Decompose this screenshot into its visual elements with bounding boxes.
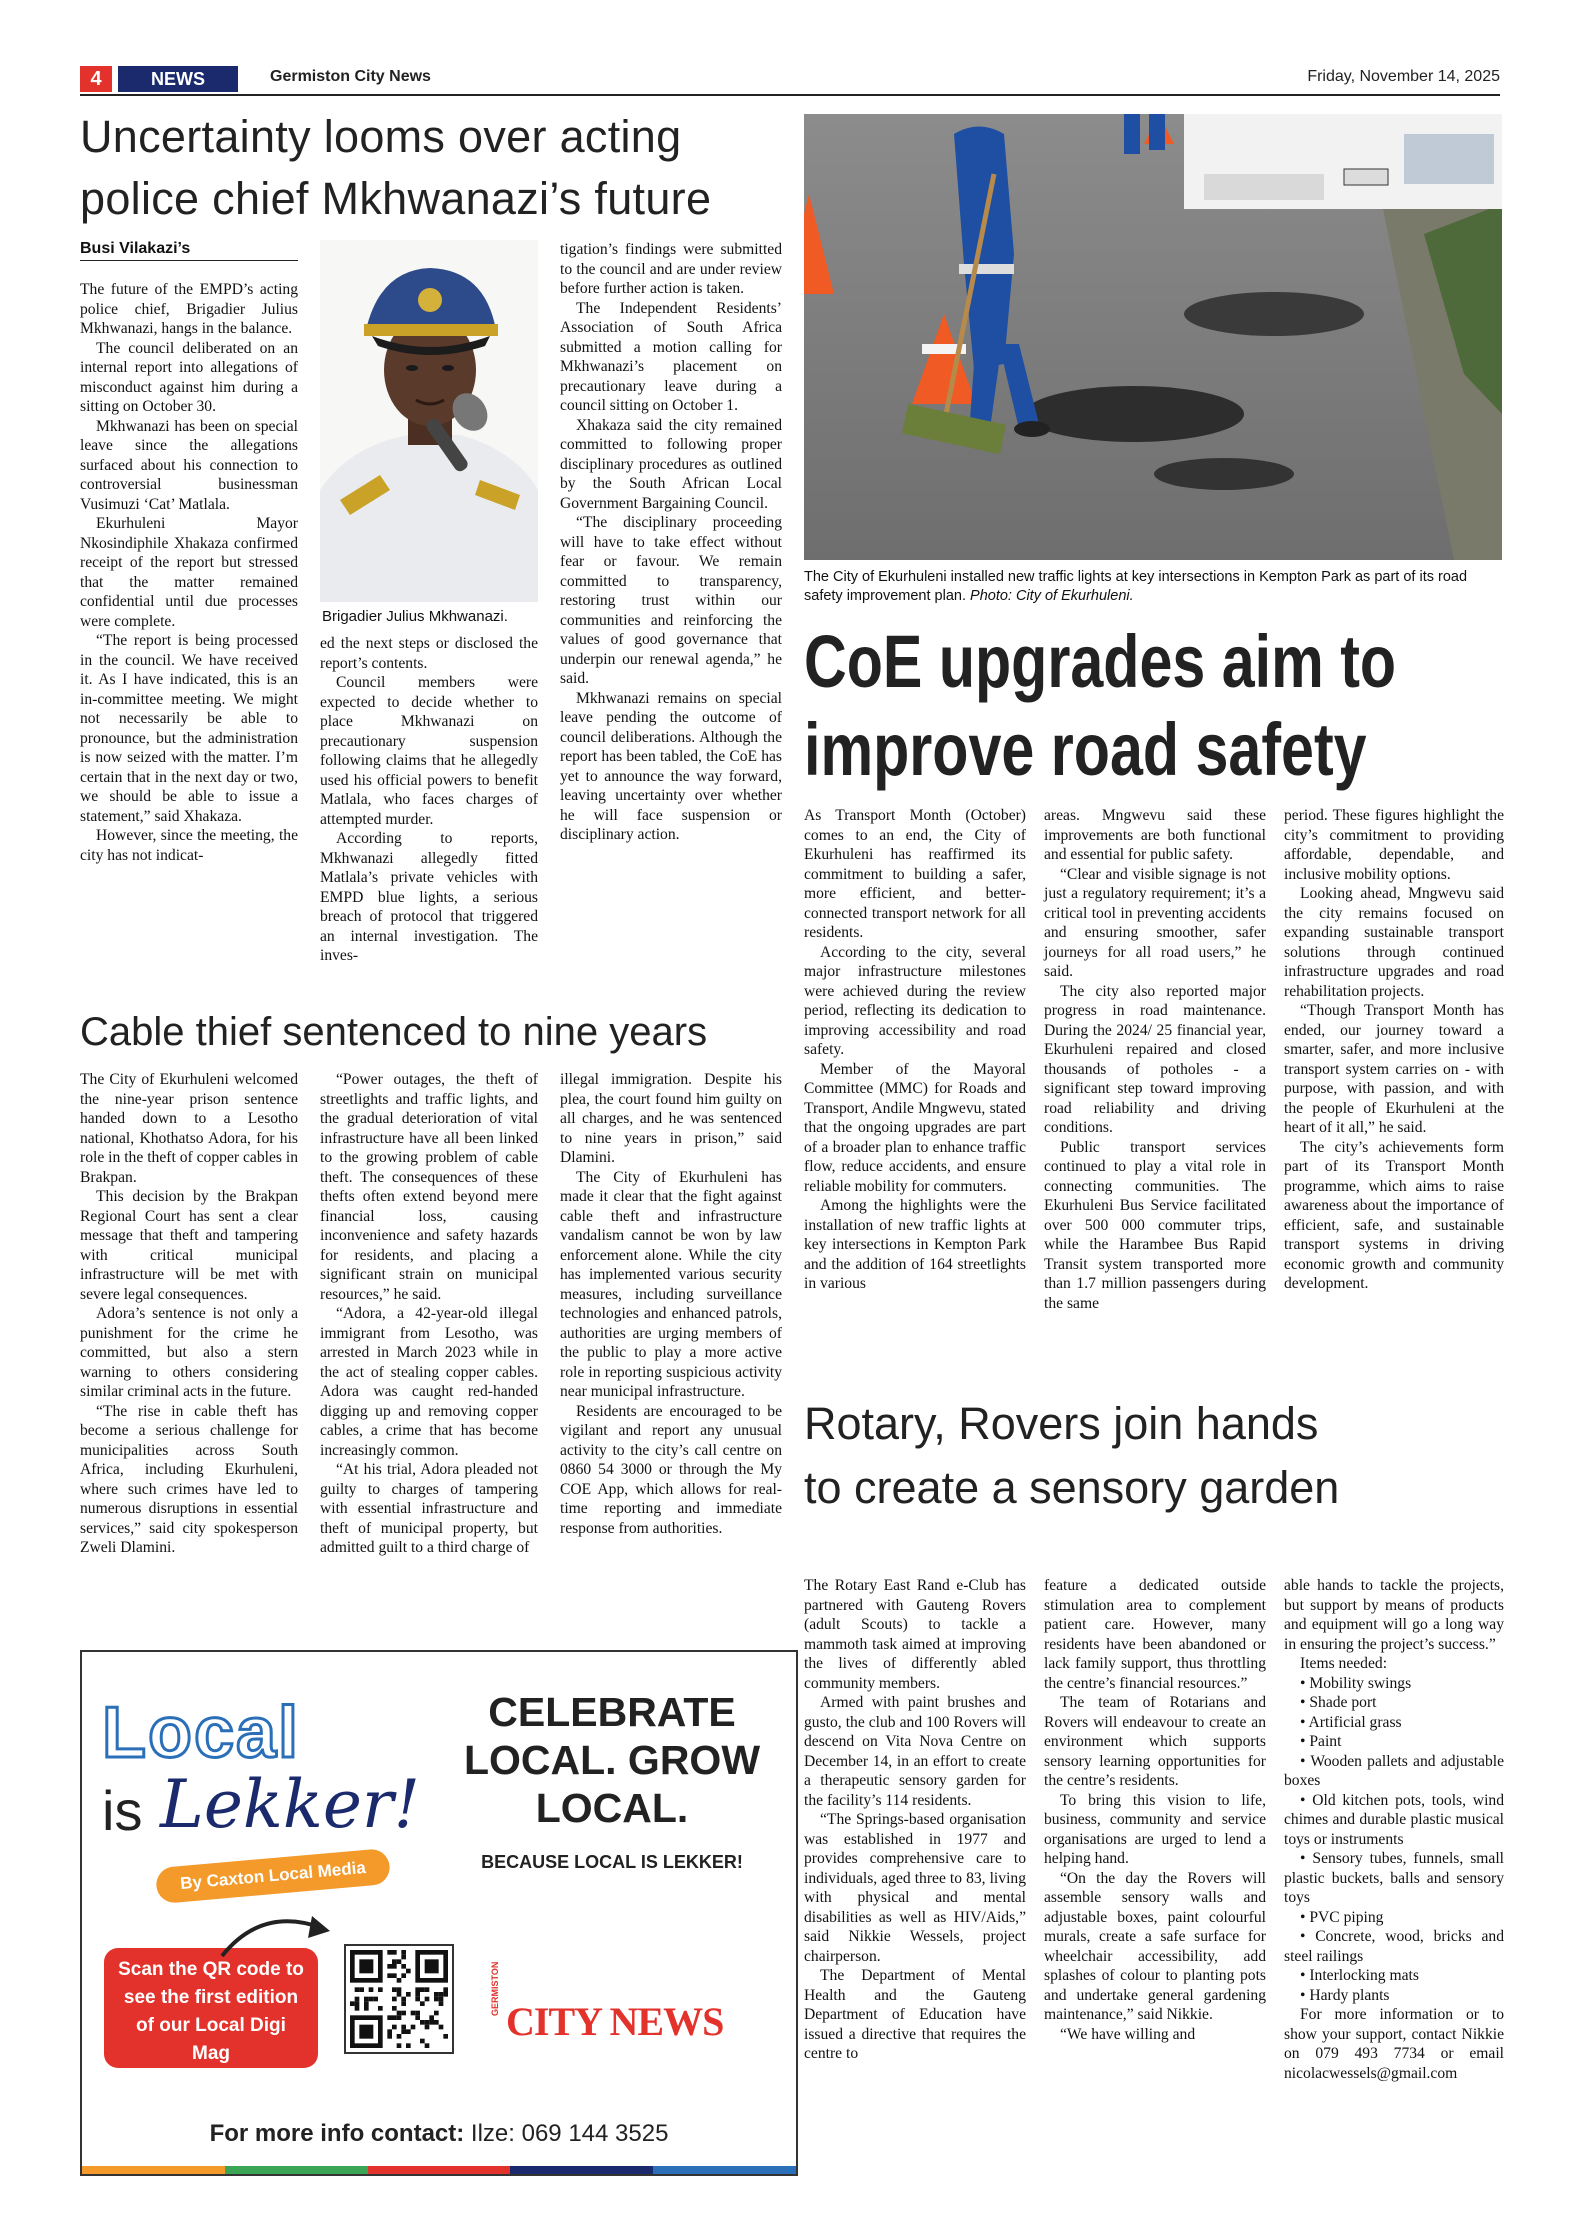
- article2-column-1: [804, 806, 1026, 1294]
- road-photo-caption: [804, 568, 1502, 606]
- paragraph: “We have willing and: [1060, 2025, 1196, 2043]
- paragraph: Among the highlights were the installation of new traffic lights at key intersections in Kempton Park and the addition of 164 streetlights in various: [804, 1197, 1026, 1292]
- paragraph: The council deliberated on an internal report into allegations of misconduct against him during a sitting on October 30.: [80, 339, 298, 415]
- article3-column-1: [80, 1070, 298, 1558]
- logo-local: Local: [102, 1693, 301, 1773]
- portrait-photo: [320, 240, 538, 602]
- curved-arrow-icon: [212, 1906, 342, 1966]
- paragraph: The team of Rotarians and Rovers will endeavour to create an environment which supports sensory learning opportunities for the centre’s residents.: [1044, 1694, 1266, 1789]
- article4-column-2: [1044, 1576, 1266, 2044]
- local-is-lekker-ad: [80, 1650, 798, 2176]
- list-item: • Interlocking mats: [1300, 1967, 1419, 1984]
- city-news-brand: [490, 1961, 734, 2052]
- paragraph: “Clear and visible signage is not just a regulatory requirement; it’s a critical tool in preventing accidents and ensuring smoother, safer journeys for all road users,” he said.: [1044, 865, 1266, 980]
- paragraph: The Department of Mental Health and the Gauteng Department of Education have issued a directive that requires the centre to: [804, 1967, 1026, 2062]
- paragraph: According to the city, several major infrastructure milestones were achieved during the review period, reflecting its dedication to improving accessibility and road safety.: [804, 943, 1026, 1058]
- paragraph: tigation’s findings were submitted to the council and are under review before further action is taken.: [560, 241, 782, 297]
- paragraph: areas. Mngwevu said these improvements are both functional and essential for public safety.: [1044, 807, 1266, 863]
- article2-headline: [804, 618, 1397, 794]
- article4-headline-line2: to create a sensory garden: [804, 1462, 1340, 1513]
- publication-name: Germiston City News: [270, 68, 431, 85]
- issue-date: Friday, November 14, 2025: [1307, 68, 1500, 85]
- paragraph: To bring this vision to life, business, community and service organisations are urged to lend a helping hand.: [1044, 1791, 1266, 1867]
- article2-headline-line1: CoE upgrades aim to: [804, 620, 1397, 703]
- article1-headline: [80, 106, 800, 230]
- paragraph: Public transport services continued to play a vital role in connecting communities. The Ekurhuleni Bus Service facilitated over 500 000 commuter trips, while the Harambee Bus Rapid Transit system transported more than 1.7 million passengers during the same: [1044, 1138, 1266, 1312]
- paragraph: The City of Ekurhuleni has made it clear that the fight against cable theft and infrastructure vandalism cannot be won by law enforcement alone. While the city has implemented various security measures, including surveillance technologies and enhanced patrols, authorities are urging members of the public to play a more active role in reporting suspicious activity near municipal infrastructure.: [560, 1168, 782, 1400]
- brand-small-text: GERMISTON: [490, 1961, 500, 2016]
- logo-lekker: Lekker!: [160, 1766, 421, 1843]
- road-caption-credit: Photo: City of Ekurhuleni.: [970, 588, 1134, 604]
- paragraph: The city also reported major progress in road maintenance. During the 2024/ 25 financial year, Ekurhuleni repaired and closed thousands of potholes - a significant step toward improving road reliability and driving conditions.: [1044, 982, 1266, 1136]
- article1-column-3: [560, 240, 782, 845]
- paragraph: “On the day the Rovers will assemble sensory walls and adjustable boxes, paint colourful murals, create a safe surface for wheelchair accessibility, add splashes of colour to planting pots and undertake general gardening maintenance,” said Nikkie.: [1044, 1869, 1266, 2023]
- page-header: [80, 66, 1500, 96]
- ad-headline-line2: LOCAL. GROW: [463, 1737, 761, 1783]
- qr-code-icon: [350, 1950, 448, 2048]
- paragraph: This decision by the Brakpan Regional Court has sent a clear message that theft and tampering with critical municipal infrastructure will be met with severe legal consequences.: [80, 1188, 298, 1303]
- article1-column-2: [320, 634, 538, 966]
- paragraph: The Rotary East Rand e-Club has partnered with Gauteng Rovers (adult Scouts) to tackle a mammoth task aimed at improving the lives of differently abled community members.: [804, 1577, 1026, 1692]
- paragraph: Xhakaza said the city remained committed to following proper disciplinary procedures as outlined by the South African Local Government Bargaining Council.: [560, 416, 782, 512]
- paragraph: “The rise in cable theft has become a serious challenge for municipalities across South Africa, including Ekurhuleni, where such crimes have led to numerous disruptions in essential services,” said city spokesperson Zweli Dlamini.: [80, 1402, 298, 1556]
- portrait-caption: Brigadier Julius Mkhwanazi.: [322, 608, 508, 625]
- paragraph: The city’s achievements form part of its Transport Month programme, which aims to raise awareness about the importance of efficient, safe, and sustainable transport systems in driving economic growth and community development.: [1284, 1138, 1504, 1292]
- list-item: • Old kitchen pots, tools, wind chimes and durable plastic musical toys or instruments: [1284, 1791, 1504, 1848]
- paragraph: The City of Ekurhuleni welcomed the nine-year prison sentence handed down to a Lesotho national, Khothatso Adora, for his role in the theft of copper cables in Brakpan.: [80, 1071, 298, 1186]
- article2-column-3: [1284, 806, 1504, 1294]
- article3-column-2: [320, 1070, 538, 1558]
- items-needed-list: [1284, 1674, 1504, 2006]
- paragraph: “Power outages, the theft of streetlights and traffic lights, and the gradual deterioration of vital infrastructure have all been linked to the growing problem of cable theft. The consequences of these thefts often extend beyond mere financial loss, causing inconvenience and safety hazards for residents, and placing a significant strain on municipal resources,” he said.: [320, 1071, 538, 1303]
- paragraph: Member of the Mayoral Committee (MMC) for Roads and Transport, Andile Mngwevu, stated that the ongoing upgrades are part of a broader plan to enhance traffic flow, reduce accidents, and ensure reliable mobility for commuters.: [804, 1060, 1026, 1195]
- article3-headline: Cable thief sentenced to nine years: [80, 1010, 708, 1054]
- list-item: • Artificial grass: [1300, 1713, 1402, 1731]
- article4-headline-line1: Rotary, Rovers join hands: [804, 1398, 1319, 1449]
- paragraph: “The disciplinary proceeding will have to take effect without fear or favour. We remain committed to transparency, restoring trust within our communities and reinforcing the values of good governance that underpin our renewal agenda,” he said.: [560, 514, 782, 687]
- portrait-illustration: [320, 240, 538, 602]
- paragraph: able hands to tackle the projects, but support by means of products and equipment will go a long way in ensuring the project’s success.”: [1284, 1577, 1504, 1653]
- paragraph: Residents are encouraged to be vigilant and report any unusual activity to the city’s call centre on 0860 54 3000 or through the My COE App, which allows for real-time reporting and immediate response from authorities.: [560, 1402, 782, 1537]
- article2-headline-line2: improve road safety: [804, 708, 1367, 791]
- qr-code[interactable]: [344, 1944, 454, 2054]
- paragraph: According to reports, Mkhwanazi allegedly fitted Matlala’s private vehicles with EMPD blue lights, a serious breach of protocol that triggered an internal investigation. The inves-: [320, 830, 538, 964]
- section-label: NEWS: [118, 66, 238, 92]
- road-caption-text: The City of Ekurhuleni installed new traffic lights at key intersections in Kempton Park as part of its road safety improvement plan.: [804, 569, 1468, 604]
- contact-value: Ilze: 069 144 3525: [464, 2120, 669, 2147]
- article4-column-3: [1284, 1576, 1504, 2083]
- paragraph: “Adora, a 42-year-old illegal immigrant from Lesotho, was arrested in March 2023 while in the act of stealing copper cables. Adora was caught red-handed digging up and removing copper cables, a crime that has become increasingly common.: [320, 1305, 538, 1459]
- article2-column-2: [1044, 806, 1266, 1313]
- ad-contact: [82, 2120, 796, 2148]
- ad-headline-line1: CELEBRATE: [488, 1689, 736, 1735]
- road-maintenance-photo: [804, 114, 1502, 560]
- paragraph: Council members were expected to decide whether to place Mkhwanazi on precautionary suspension following claims that he allegedly used his official powers to benefit Matlala, who faces charges of attempted murder.: [320, 674, 538, 828]
- paragraph: The Independent Residents’ Association of South Africa submitted a motion calling for Mkhwanazi’s placement on precautionary leave during a council sitting on October 1.: [560, 299, 782, 414]
- logo-tagline: By Caxton Local Media: [155, 1848, 391, 1904]
- page-number: 4: [80, 66, 112, 92]
- paragraph: “Though Transport Month has ended, our journey toward a smarter, safer, and more inclusive transport system carries on - with purpose, with passion, and with the people of Ekurhuleni at the heart of it all,” he said.: [1284, 1002, 1504, 1136]
- brand-big-text: CITY NEWS: [506, 1999, 724, 2044]
- paragraph: illegal immigration. Despite his plea, the court found him guilty on all charges, and he was sentenced to nine years in prison,” said Dlamini.: [560, 1071, 782, 1166]
- paragraph: feature a dedicated outside stimulation area to complement patient care. However, many residents have been abandoned or lack family support, thus throttling the centre’s financial resources.”: [1044, 1577, 1266, 1692]
- article1-column-1: [80, 280, 298, 865]
- list-item: • Shade port: [1300, 1694, 1377, 1711]
- article4-column-1: [804, 1576, 1026, 2064]
- qr-prompt: Scan the QR code to see the first edition of our Local Digi Mag: [104, 1948, 318, 2068]
- paragraph: However, since the meeting, the city has not indicat-: [80, 827, 298, 864]
- article4-headline: [804, 1392, 1504, 1520]
- ad-color-stripe: [82, 2166, 796, 2174]
- article1-headline-line1: Uncertainty looms over acting: [80, 111, 682, 162]
- paragraph: Ekurhuleni Mayor Nkosindiphile Xhakaza confirmed receipt of the report but stressed that the matter remained confidential until due processes were complete.: [80, 515, 298, 630]
- local-is-lekker-logo: [102, 1692, 442, 1892]
- road-photo-illustration: [804, 114, 1502, 560]
- article4-contact: For more information or to show your support, contact Nikkie on 079 493 7734 or email nicolacwessels@gmail.com: [1284, 2006, 1504, 2082]
- logo-is: is: [102, 1779, 143, 1842]
- ad-headline-line3: LOCAL.: [535, 1785, 689, 1831]
- paragraph: Mkhwanazi has been on special leave since the allegations surfaced about his connection to controversial businessman Vusimuzi ‘Cat’ Matlala.: [80, 417, 298, 513]
- ad-subline: BECAUSE LOCAL IS LEKKER!: [481, 1852, 743, 1872]
- paragraph: “At his trial, Adora pleaded not guilty to charges of tampering with essential infrastructure and theft of municipal property, but admitted guilt to a third charge of: [320, 1461, 538, 1556]
- paragraph: “The report is being processed in the council. We have received it. As I have indicated, this is an in-committee meeting. We might not necessarily be able to pronounce, but the administration is now seized with the matter. I’m certain that in the next day or two, we should be able to issue a statement,” said Xhakaza.: [80, 632, 298, 825]
- list-item: • Hardy plants: [1300, 1986, 1390, 2004]
- paragraph: As Transport Month (October) comes to an end, the City of Ekurhuleni has reaffirmed its commitment to building a safer, more efficient, and better-connected transport network for all residents.: [804, 807, 1026, 941]
- article3-column-3: [560, 1070, 782, 1538]
- list-item: • Concrete, wood, bricks and steel railings: [1284, 1928, 1504, 1965]
- ad-headline: [442, 1688, 782, 1832]
- list-item: • Wooden pallets and adjustable boxes: [1284, 1752, 1504, 1789]
- contact-label: For more info contact:: [209, 2120, 465, 2147]
- paragraph: Looking ahead, Mngwevu said the city remains focused on expanding sustainable transport solutions through continued infrastructure upgrades and road rehabilitation projects.: [1284, 885, 1504, 1000]
- paragraph: Armed with paint brushes and gusto, the club and 100 Rovers will descend on Vita Nova Centre on December 14, in an effort to create a therapeutic sensory garden for the facility’s 114 residents.: [804, 1694, 1026, 1809]
- list-item: • PVC piping: [1300, 1908, 1384, 1926]
- paragraph: The future of the EMPD’s acting police chief, Brigadier Julius Mkhwanazi, hangs in the balance.: [80, 281, 298, 337]
- paragraph: Items needed:: [1300, 1655, 1388, 1672]
- byline: Busi Vilakazi’s: [80, 240, 298, 261]
- paragraph: Mkhwanazi remains on special leave pending the outcome of council deliberations. Although the report has been tabled, the CoE has yet to announce the way forward, leaving uncertainty over whether he will face suspension or disciplinary action.: [560, 689, 782, 843]
- list-item: • Paint: [1300, 1733, 1342, 1750]
- paragraph: Adora’s sentence is not only a punishment for the crime he committed, but also a stern warning to others considering similar criminal acts in the future.: [80, 1305, 298, 1400]
- list-item: • Mobility swings: [1300, 1674, 1412, 1692]
- article1-headline-line2: police chief Mkhwanazi’s future: [80, 173, 712, 224]
- paragraph: period. These figures highlight the city’s commitment to providing affordable, dependable, and inclusive mobility options.: [1284, 807, 1504, 883]
- list-item: • Sensory tubes, funnels, small plastic buckets, balls and sensory toys: [1284, 1850, 1504, 1906]
- paragraph: ed the next steps or disclosed the report’s contents.: [320, 635, 538, 672]
- paragraph: “The Springs-based organisation was established in 1977 and provides comprehensive care to individuals, aged three to 83, living with physical and mental disabilities as well as HIV/Aids,” said Nikkie Wessels, project chairperson.: [804, 1811, 1026, 1965]
